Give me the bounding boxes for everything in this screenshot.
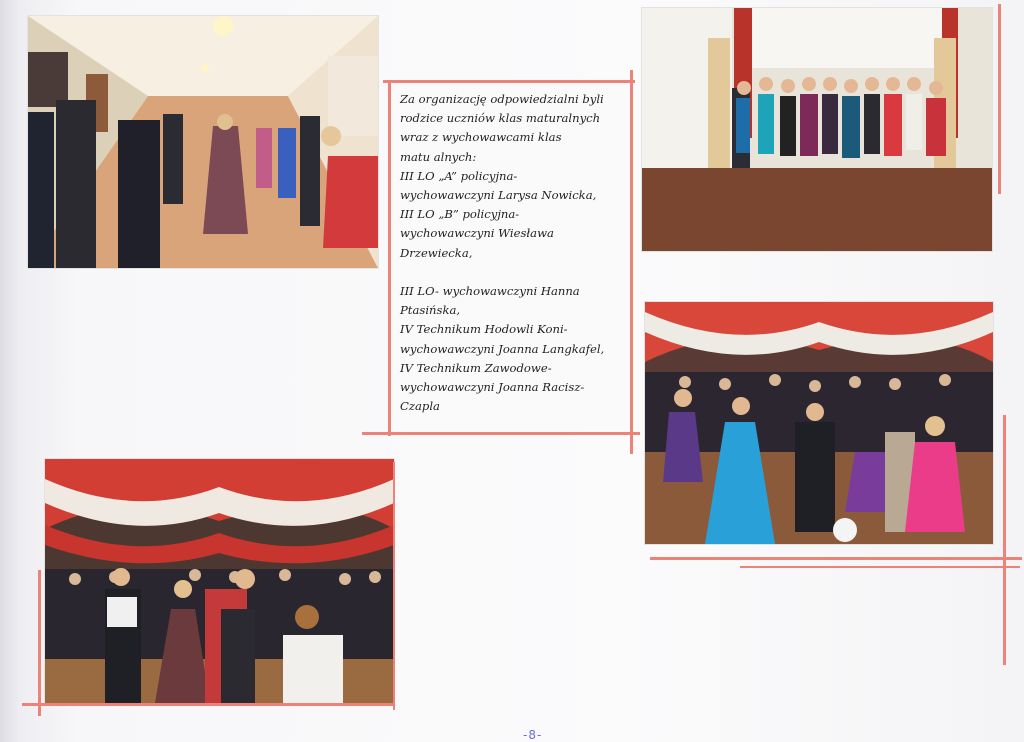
caption-line: wychowawczyni Joanna Langkafel, [400,341,605,356]
caption-line: IV Technikum Zawodowe- [400,360,552,375]
caption-line: wychowawczyni Larysa Nowicka, [400,188,597,203]
decor-line-caption-top [383,80,635,83]
caption-line: matu alnych: [400,149,477,164]
decor-line-caption-bottom [362,432,640,435]
caption-line: III LO „B” policyjna- [400,207,520,222]
photo-hallway-dance [28,16,378,268]
caption-line: Drzewiecka, [400,245,473,260]
caption-line: rodzice uczniów klas maturalnych [400,111,601,126]
caption-line: IV Technikum Hodowli Koni- [400,322,568,337]
decor-line-caption-left [388,80,391,436]
caption-line: Czapla [400,399,440,414]
decor-line-photo4-left [38,570,41,716]
caption-line: III LO „A” policyjna- [400,168,518,183]
caption-paragraph-organizers [400,90,626,263]
caption-line: wraz z wychowawcami klas [400,130,562,145]
album-binding [0,0,18,742]
caption-line: Za organizację odpowiedzialni byli [400,92,604,106]
caption-line: Ptasińska, [400,303,461,318]
decor-line-right-top [998,4,1001,194]
caption-box [390,78,632,430]
photo-ballroom-couples [45,459,394,703]
decor-line-photo3-bottom-1 [650,557,1022,560]
decor-line-right-bottom [1003,415,1006,665]
caption-line: wychowawczyni Joanna Racisz- [400,380,585,395]
caption-line: wychowawczyni Wiesława [400,226,554,241]
caption-line: III LO- wychowawczyni Hanna [400,284,580,298]
decor-line-photo4-bottom [22,703,394,706]
decor-line-photo3-bottom-2 [740,566,1020,568]
decor-line-photo4-right [393,462,395,710]
caption-paragraph-teachers [400,282,626,416]
page-number: -8- [523,728,543,742]
decor-line-caption-right [630,70,633,454]
photo-ballroom-dancing [645,302,993,544]
photo-girls-stage [642,8,992,251]
